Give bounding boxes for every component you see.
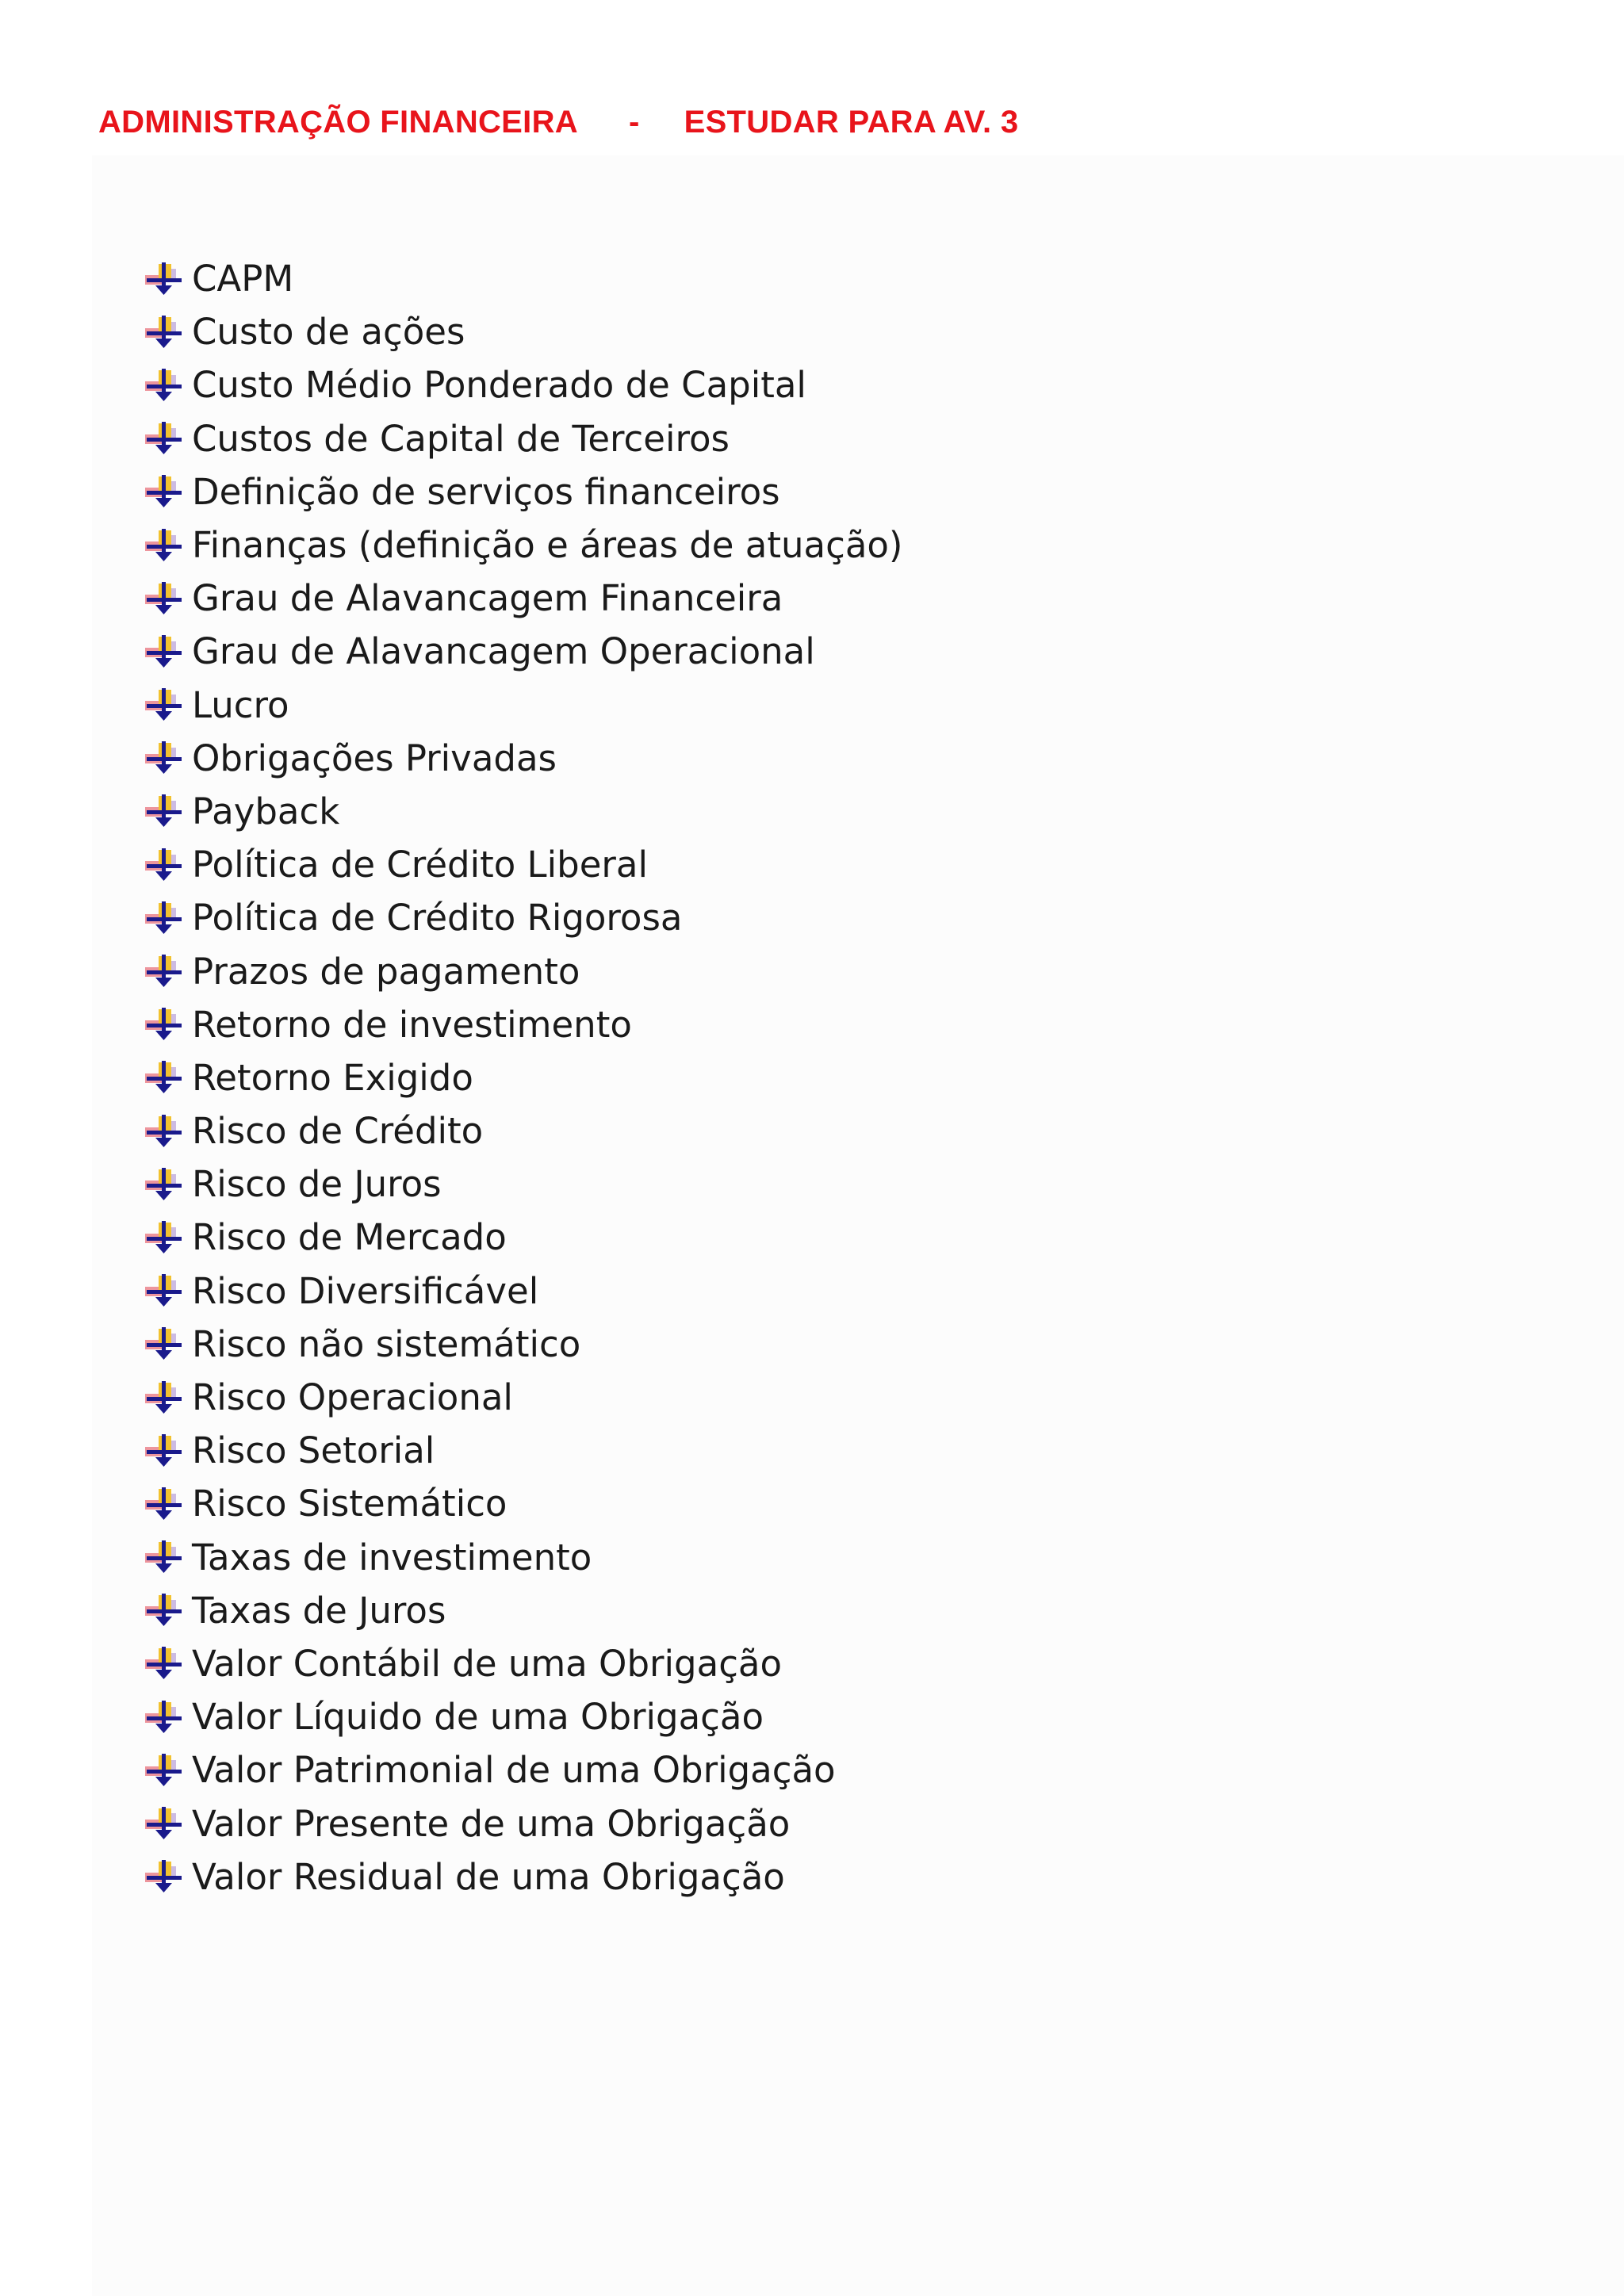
down-arrow-pointer-icon xyxy=(143,1752,184,1789)
title-separator: - xyxy=(628,104,640,140)
down-arrow-pointer-icon xyxy=(143,1645,184,1682)
list-item xyxy=(143,785,902,838)
topic-label: Valor Patrimonial de uma Obrigação xyxy=(192,1749,836,1792)
topic-label: Risco de Mercado xyxy=(192,1216,507,1259)
list-item xyxy=(143,465,902,519)
topic-label: Política de Crédito Liberal xyxy=(192,844,648,886)
down-arrow-pointer-icon xyxy=(143,1059,184,1096)
topic-label: Retorno de investimento xyxy=(192,1003,632,1046)
list-item xyxy=(143,1637,902,1690)
list-item xyxy=(143,679,902,732)
list-item xyxy=(143,1424,902,1477)
list-item xyxy=(143,1477,902,1530)
list-item xyxy=(143,944,902,997)
topic-label: Valor Líquido de uma Obrigação xyxy=(192,1696,764,1739)
list-item xyxy=(143,625,902,678)
down-arrow-pointer-icon xyxy=(143,580,184,617)
topic-label: Finanças (definição e áreas de atuação) xyxy=(192,524,903,567)
list-item xyxy=(143,1531,902,1584)
list-item xyxy=(143,1584,902,1637)
topic-label: CAPM xyxy=(192,258,294,300)
list-item xyxy=(143,572,902,625)
down-arrow-pointer-icon xyxy=(143,1326,184,1362)
topic-label: Valor Residual de uma Obrigação xyxy=(192,1855,785,1898)
down-arrow-pointer-icon xyxy=(143,740,184,776)
down-arrow-pointer-icon xyxy=(143,1219,184,1256)
down-arrow-pointer-icon xyxy=(143,687,184,723)
down-arrow-pointer-icon xyxy=(143,473,184,510)
down-arrow-pointer-icon xyxy=(143,1113,184,1150)
topic-label: Prazos de pagamento xyxy=(192,950,580,993)
list-item xyxy=(143,1211,902,1264)
list-item xyxy=(143,358,902,411)
down-arrow-pointer-icon xyxy=(143,900,184,936)
list-item xyxy=(143,1850,902,1904)
down-arrow-pointer-icon xyxy=(143,793,184,829)
topic-label: Risco Operacional xyxy=(192,1376,513,1419)
topic-label: Obrigações Privadas xyxy=(192,737,557,779)
topic-label: Custos de Capital de Terceiros xyxy=(192,417,730,460)
topic-label: Grau de Alavancagem Financeira xyxy=(192,577,783,620)
list-item xyxy=(143,412,902,465)
topic-label: Risco de Juros xyxy=(192,1163,442,1206)
down-arrow-pointer-icon xyxy=(143,1166,184,1203)
topic-label: Grau de Alavancagem Operacional xyxy=(192,630,815,673)
topic-label: Política de Crédito Rigorosa xyxy=(192,897,683,939)
down-arrow-pointer-icon xyxy=(143,1486,184,1522)
down-arrow-pointer-icon xyxy=(143,1433,184,1469)
topic-label: Risco Diversificável xyxy=(192,1269,539,1312)
list-item xyxy=(143,252,902,305)
down-arrow-pointer-icon xyxy=(143,527,184,564)
down-arrow-pointer-icon xyxy=(143,261,184,297)
down-arrow-pointer-icon xyxy=(143,1592,184,1628)
list-item xyxy=(143,891,902,944)
topic-label: Risco de Crédito xyxy=(192,1110,484,1153)
topic-label: Risco Sistemático xyxy=(192,1483,508,1525)
title-instruction: ESTUDAR PARA AV. 3 xyxy=(684,104,1019,140)
topic-label: Taxas de investimento xyxy=(192,1536,592,1578)
title-subject: ADMINISTRAÇÃO FINANCEIRA xyxy=(98,104,578,140)
list-item xyxy=(143,732,902,785)
page-title xyxy=(98,94,1018,151)
list-item xyxy=(143,305,902,358)
list-item xyxy=(143,1265,902,1318)
list-item xyxy=(143,1371,902,1424)
down-arrow-pointer-icon xyxy=(143,847,184,883)
topic-label: Valor Contábil de uma Obrigação xyxy=(192,1642,783,1685)
topic-label: Definição de serviços financeiros xyxy=(192,470,780,513)
down-arrow-pointer-icon xyxy=(143,367,184,404)
topic-label: Risco Setorial xyxy=(192,1429,435,1472)
down-arrow-pointer-icon xyxy=(143,314,184,350)
down-arrow-pointer-icon xyxy=(143,1805,184,1842)
topic-list xyxy=(143,252,902,1904)
down-arrow-pointer-icon xyxy=(143,1380,184,1416)
list-item xyxy=(143,1104,902,1158)
topic-label: Lucro xyxy=(192,683,289,726)
down-arrow-pointer-icon xyxy=(143,1539,184,1575)
list-item xyxy=(143,1797,902,1850)
topic-label: Risco não sistemático xyxy=(192,1322,581,1365)
list-item xyxy=(143,1158,902,1211)
down-arrow-pointer-icon xyxy=(143,420,184,457)
down-arrow-pointer-icon xyxy=(143,1006,184,1043)
list-item xyxy=(143,1743,902,1797)
list-item xyxy=(143,1051,902,1104)
down-arrow-pointer-icon xyxy=(143,1858,184,1895)
list-item xyxy=(143,838,902,891)
list-item xyxy=(143,998,902,1051)
topic-label: Taxas de Juros xyxy=(192,1589,446,1632)
down-arrow-pointer-icon xyxy=(143,633,184,670)
down-arrow-pointer-icon xyxy=(143,1272,184,1309)
topic-label: Retorno Exigido xyxy=(192,1056,473,1099)
topic-label: Custo de ações xyxy=(192,311,465,354)
down-arrow-pointer-icon xyxy=(143,953,184,989)
down-arrow-pointer-icon xyxy=(143,1699,184,1735)
list-item xyxy=(143,1690,902,1743)
list-item xyxy=(143,519,902,572)
topic-label: Valor Presente de uma Obrigação xyxy=(192,1802,791,1845)
topic-label: Payback xyxy=(192,790,340,832)
list-item xyxy=(143,1318,902,1371)
topic-label: Custo Médio Ponderado de Capital xyxy=(192,364,806,407)
